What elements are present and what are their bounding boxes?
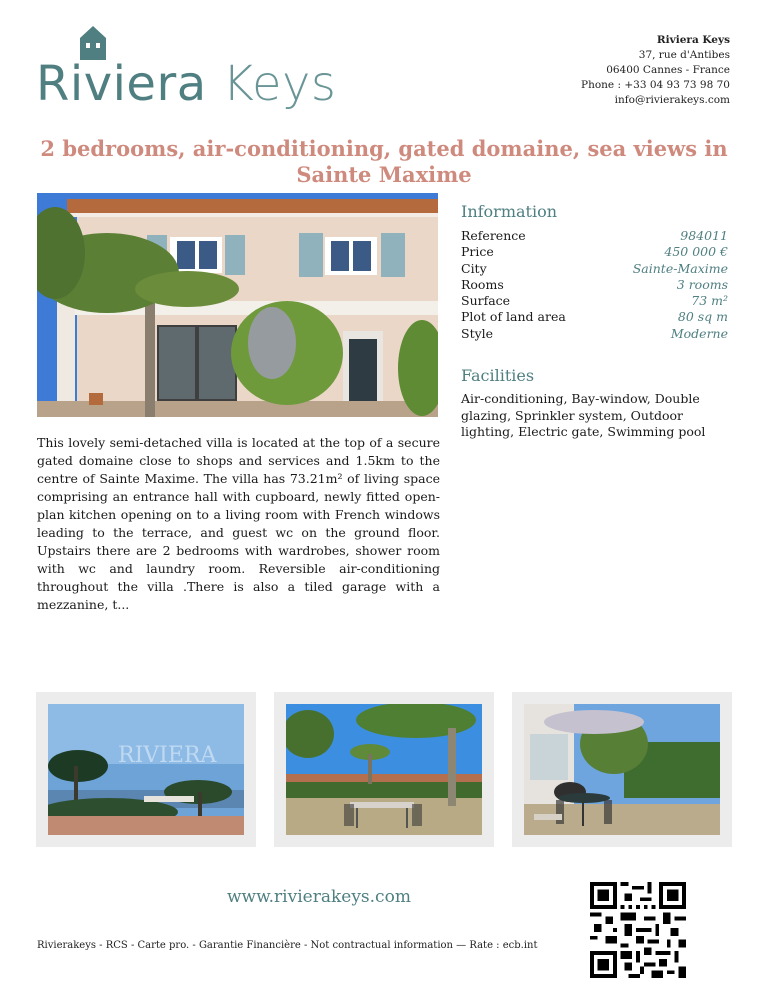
agency-address: 37, rue d'Antibes [638,49,730,61]
sea-view-image [48,704,244,835]
footer-legal-note: Rivierakeys - RCS - Carte pro. - Garantie Financière - Not contractual information — Rate : ecb.int [37,940,538,951]
info-value: 984011 [680,228,728,243]
info-value: 73 m² [691,293,728,309]
thumbnail-patio[interactable] [512,692,732,847]
info-label: Surface [461,293,511,309]
info-row-price [461,244,728,260]
info-row-rooms [461,277,728,293]
info-row-plot [461,309,728,325]
property-description: This lovely semi-detached villa is located at the top of a secure gated domaine close to shops and services and 1.5km to the centre of Sainte Maxime. The villa has 73.21m² of living space comprising an entrance hall with cupboard, newly fitted open-plan kitchen opening on to a living room with French windows leading to the terrace, and guest wc on the ground floor. Upstairs there are 2 bedrooms with wardrobes, shower room with wc and laundry room. Reversible air-conditioning throughout the villa .There is also a tiled garage with a mezzanine, t... [37,435,440,612]
info-label: City [461,260,487,276]
info-label: Style [461,325,494,341]
agency-name: Riviera Keys [656,34,730,46]
logo-brand-light: Keys [222,56,337,112]
info-label: Price [461,244,494,260]
info-value: Sainte-Maxime [632,260,728,276]
info-label: Reference [461,228,526,243]
agency-email[interactable]: info@rivierakeys.com [614,94,730,106]
house-icon [80,26,106,60]
thumbnail-sea-view[interactable] [36,692,256,847]
main-property-photo [37,193,438,417]
information-table [461,228,728,342]
logo-wordmark [36,56,336,112]
agency-phone: Phone : +33 04 93 73 98 70 [581,79,730,91]
website-link[interactable]: www.rivierakeys.com [227,887,411,907]
villa-facade-image [37,193,438,417]
logo [34,26,344,114]
thumbnail-terrace[interactable] [274,692,494,847]
logo-brand-main: Riviera [36,56,207,112]
info-label: Plot of land area [461,309,566,325]
info-label: Rooms [461,276,504,292]
facilities-list: Air-conditioning, Bay-window, Double glazing, Sprinkler system, Outdoor lighting, Electric gate, Swimming pool [461,391,706,439]
patio-image [524,704,720,835]
facilities-heading: Facilities [461,366,535,385]
page-title: 2 bedrooms, air-conditioning, gated domaine, sea views in Sainte Maxime [40,136,728,187]
info-row-surface [461,293,728,309]
agency-city: 06400 Cannes - France [606,64,730,76]
info-value: 3 rooms [676,276,728,292]
information-heading: Information [461,202,558,221]
watermark-text: RIVIERA [118,743,217,768]
terrace-image [286,704,482,835]
qr-code [590,882,686,978]
info-row-style [461,326,728,342]
agency-contact [581,33,730,108]
info-value: 450 000 € [664,244,728,260]
info-row-city [461,261,728,277]
info-row-reference [461,228,728,244]
info-value: 80 sq m [677,309,728,325]
info-value: Moderne [670,325,728,341]
